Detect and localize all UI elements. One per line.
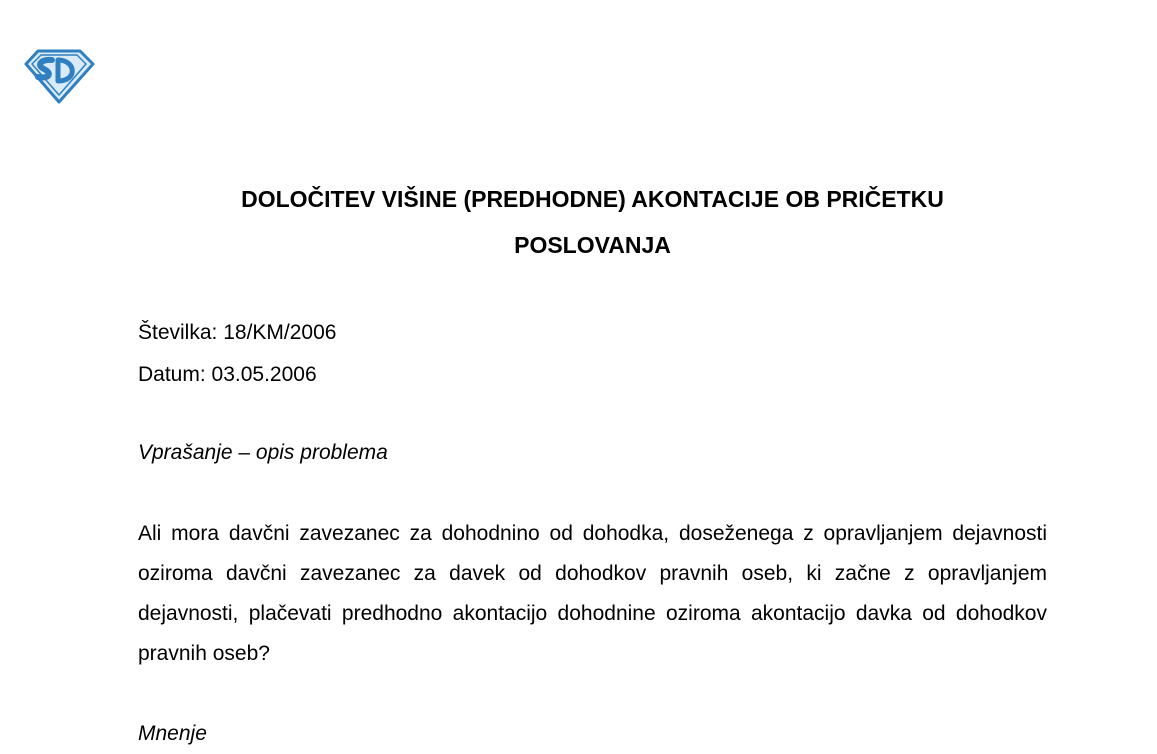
sd-shield-logo-icon: [22, 48, 96, 104]
document-number-value: 18/KM/2006: [223, 321, 337, 344]
document-number: [138, 312, 336, 354]
document-title-line-2: POSLOVANJA: [514, 232, 671, 258]
opinion-heading: Mnenje: [138, 722, 207, 745]
document-title: [138, 176, 1047, 268]
document-date-label: Datum:: [138, 363, 206, 386]
document-meta: [138, 312, 336, 396]
question-heading: Vprašanje – opis problema: [138, 441, 388, 464]
document-date-value: 03.05.2006: [211, 363, 317, 386]
document-title-line-1: DOLOČITEV VIŠINE (PREDHODNE) AKONTACIJE OB PRIČETKU: [241, 186, 944, 212]
document-number-label: Številka:: [138, 321, 218, 344]
document-date: [138, 354, 336, 396]
question-paragraph: Ali mora davčni zavezanec za dohodnino od dohodka, doseženega z opravljanjem dejavnosti oziroma davčni zavezanec za davek od dohodkov pravnih oseb, ki začne z opravljanjem dejavnosti, plačevati predhodno akontacijo dohodnine oziroma akontacijo davka od dohodkov pravnih oseb?: [138, 522, 1047, 665]
